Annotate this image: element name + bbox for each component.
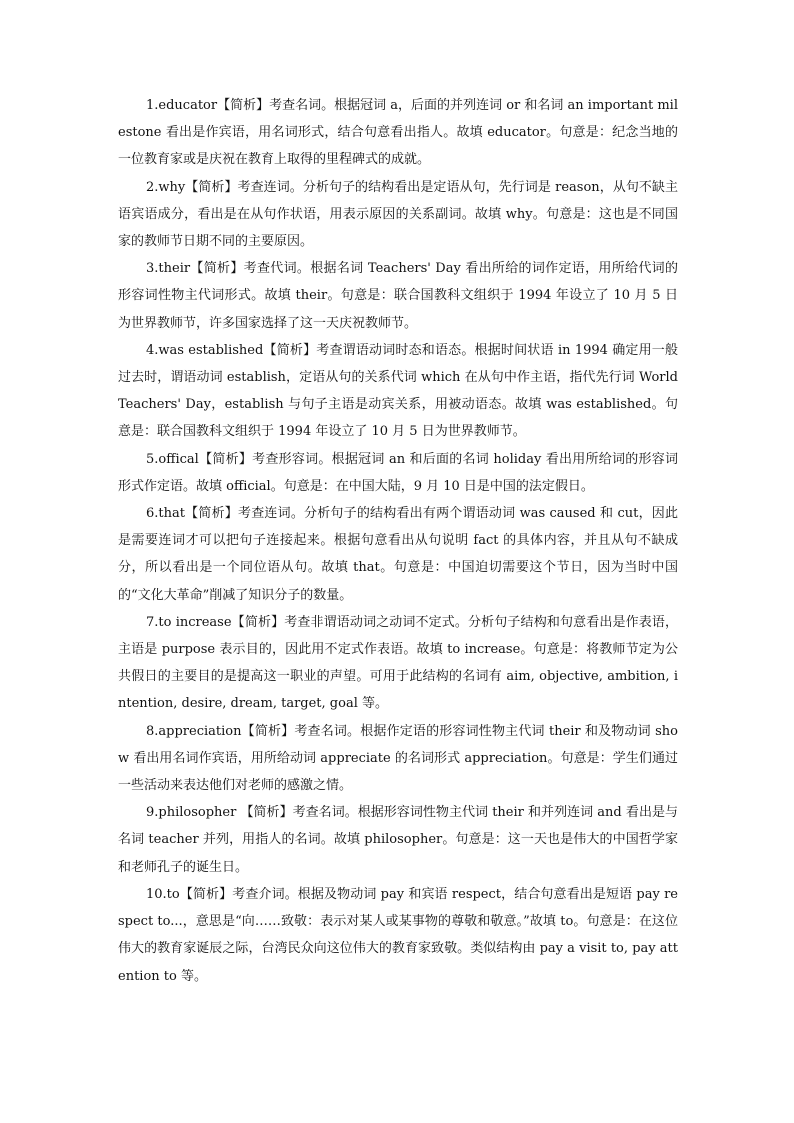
explanation-paragraph-5: 5.offical【简析】考查形容词。根据冠词 an 和后面的名词 holiday 看出用所给词的形容词形式作定语。故填 official。句意是：在中国大陆，9 月 10 日是中国的法定假日。 (118, 451, 678, 494)
explanation-paragraph-2: 2.why【简析】考查连词。分析句子的结构看出是定语从句，先行词是 reason，从句不缺主语宾语成分，看出是在从句作状语，用表示原因的关系副词。故填 why。句意是：这也是不同国家的教师节日期不同的主要原因。 (118, 179, 678, 250)
explanation-paragraph-8: 8.appreciation【简析】考查名词。根据作定语的形容词性物主代词 their 和及物动词 show 看出用名词作宾语，用所给动词 appreciate 的名词形式 appreciation。句意是：学生们通过一些活动来表达他们对老师的感激之情。 (118, 723, 678, 794)
explanation-paragraph-6: 6.that【简析】考查连词。分析句子的结构看出有两个谓语动词 was caused 和 cut，因此是需要连词才可以把句子连接起来。根据句意看出从句说明 fact 的具体内容，并且从句不缺成分，所以看出是一个同位语从句。故填 that。句意是：中国迫切需要这个节日，因为当时中国的“文化大革命”削减了知识分子的数量。 (118, 506, 678, 603)
explanation-paragraph-3: 3.their【简析】考查代词。根据名词 Teachers' Day 看出所给的词作定语，用所给代词的形容词性物主代词形式。故填 their。句意是：联合国教科文组织于 1994 年设立了 10 月 5 日为世界教师节，许多国家选择了这一天庆祝教师节。 (118, 261, 678, 331)
explanation-paragraph-4: 4.was established【简析】考查谓语动词时态和语态。根据时间状语 in 1994 确定用一般过去时，谓语动词 establish，定语从句的关系代词 which 在从句中作主语，指代先行词 World Teachers' Day，establish 与句子主语是动宾关系，用被动语态。故填 was established。句意是：联合国教科文组织于 1994 年设立了 10 月 5 日为世界教师节。 (118, 342, 678, 440)
explanation-paragraph-7: 7.to increase【简析】考查非谓语动词之动词不定式。分析句子结构和句意看出是作表语，主语是 purpose 表示目的，因此用不定式作表语。故填 to increase。句意是：将教师节定为公共假日的主要目的是提高这一职业的声望。可用于此结构的名词有 aim, objective, ambition, intention, desire, dream, target, goal 等。 (118, 614, 678, 712)
explanation-paragraph-10: 10.to【简析】考查介词。根据及物动词 pay 和宾语 respect，结合句意看出是短语 pay respect to...，意思是“向……致敬：表示对某人或某事物的尊敬和敬意。”故填 to。句意是：在这位伟大的教育家诞辰之际，台湾民众向这位伟大的教育家致敬。类似结构由 pay a visit to, pay attention to 等。 (118, 886, 678, 984)
explanation-paragraph-1: 1.educator【简析】考查名词。根据冠词 a，后面的并列连词 or 和名词 an important milestone 看出是作宾语，用名词形式，结合句意看出指人。故填 educator。句意是：纪念当地的一位教育家或是庆祝在教育上取得的里程碑式的成就。 (118, 98, 678, 168)
answer-explanations (118, 92, 678, 990)
explanation-paragraph-9: 9.philosopher 【简析】考查名词。根据形容词性物主代词 their 和并列连词 and 看出是与名词 teacher 并列，用指人的名词。故填 philosopher。句意是：这一天也是伟大的中国哲学家和老师孔子的诞生日。 (118, 805, 678, 875)
